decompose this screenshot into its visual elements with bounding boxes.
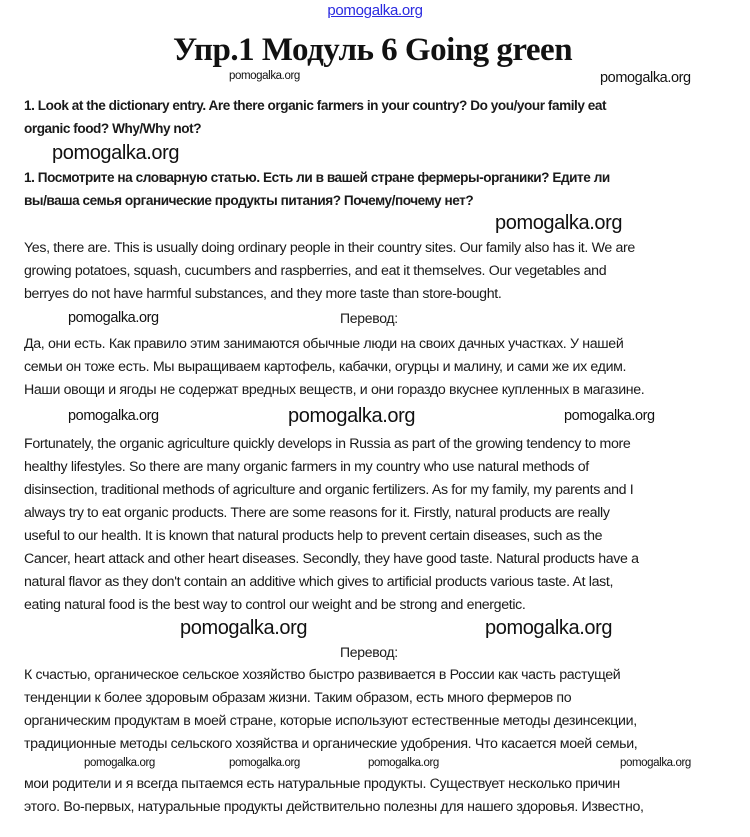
text-line: Наши овощи и ягоды не содержат вредных веществ, и они гораздо вкуснее купленных в магазине. — [24, 382, 645, 398]
watermark: pomogalka.org — [288, 405, 416, 427]
text-line: healthy lifestyles. So there are many organic farmers in my country who use natural methods of — [24, 459, 589, 475]
watermark: pomogalka.org — [229, 70, 300, 82]
site-link[interactable]: pomogalka.org — [327, 2, 423, 19]
text-line: always try to eat organic products. There are some reasons for it. Firstly, natural products are really — [24, 505, 610, 521]
text-line: тенденции к более здоровым образам жизни. Таким образом, есть много фермеров по — [24, 690, 572, 706]
text-line: disinsection, traditional methods of agriculture and organic fertilizers. As for my family, my parents and I — [24, 482, 634, 498]
text-line: 1. Look at the dictionary entry. Are there organic farmers in your country? Do you/your family eat — [24, 98, 607, 113]
watermark: pomogalka.org — [229, 757, 300, 769]
text-line: семьи он тоже есть. Мы выращиваем картофель, кабачки, огурцы и малину, и сами же их едим. — [24, 359, 627, 375]
text-line: organic food? Why/Why not? — [24, 121, 202, 136]
text-line: Fortunately, the organic agriculture quickly develops in Russia as part of the growing tendency to more — [24, 436, 631, 452]
text-line: 1. Посмотрите на словарную статью. Есть ли в вашей стране фермеры-органики? Едите ли — [24, 170, 610, 185]
answer1-english — [24, 237, 734, 306]
text-line: традиционные методы сельского хозяйства и органические удобрения. Что касается моей семьи, — [24, 736, 638, 752]
answer1-russian — [24, 333, 734, 402]
translation-label: Перевод: — [340, 644, 398, 660]
question-russian — [24, 166, 734, 212]
text-line: К счастью, органическое сельское хозяйство быстро развивается в России как часть растущей — [24, 667, 621, 683]
text-line: growing potatoes, squash, cucumbers and raspberries, and eat it themselves. Our vegetables and — [24, 263, 607, 279]
watermark: pomogalka.org — [485, 617, 613, 639]
answer2-russian — [24, 664, 734, 819]
text-line: вы/ваша семья органические продукты питания? Почему/почему нет? — [24, 193, 474, 208]
watermark: pomogalka.org — [495, 212, 623, 234]
page-title: Упр.1 Модуль 6 Going green — [172, 32, 573, 68]
text-line: Yes, there are. This is usually doing ordinary people in their country sites. Our family also has it. We are — [24, 240, 635, 256]
watermark: pomogalka.org — [68, 408, 159, 424]
text-line: этого. Во-первых, натуральные продукты действительно полезны для нашего здоровья. Известно, — [24, 799, 644, 815]
watermark: pomogalka.org — [68, 310, 159, 326]
text-line: Да, они есть. Как правило этим занимаются обычные люди на своих дачных участках. У нашей — [24, 336, 624, 352]
question-english — [24, 94, 734, 140]
answer2-english — [24, 433, 734, 617]
translation-label: Перевод: — [340, 310, 398, 326]
watermark: pomogalka.org — [368, 757, 439, 769]
watermark: pomogalka.org — [564, 408, 655, 424]
watermark: pomogalka.org — [620, 757, 691, 769]
watermark: pomogalka.org — [600, 70, 691, 86]
text-line: органическим продуктам в моей стране, которые используют естественные методы дезинсекции, — [24, 713, 637, 729]
text-line: Cancer, heart attack and other heart diseases. Secondly, they have good taste. Natural products have a — [24, 551, 639, 567]
watermark: pomogalka.org — [180, 617, 308, 639]
text-line: мои родители и я всегда пытаемся есть натуральные продукты. Существует несколько причин — [24, 776, 620, 792]
text-line: useful to our health. It is known that natural products help to prevent certain diseases, such as the — [24, 528, 603, 544]
watermark: pomogalka.org — [84, 757, 155, 769]
text-line: eating natural food is the best way to control our weight and be strong and energetic. — [24, 597, 526, 613]
text-line: natural flavor as they don't contain an additive which gives to artificial products various taste. At last, — [24, 574, 614, 590]
text-line: berryes do not have harmful substances, and they more taste than store-bought. — [24, 286, 502, 302]
watermark: pomogalka.org — [52, 142, 180, 164]
